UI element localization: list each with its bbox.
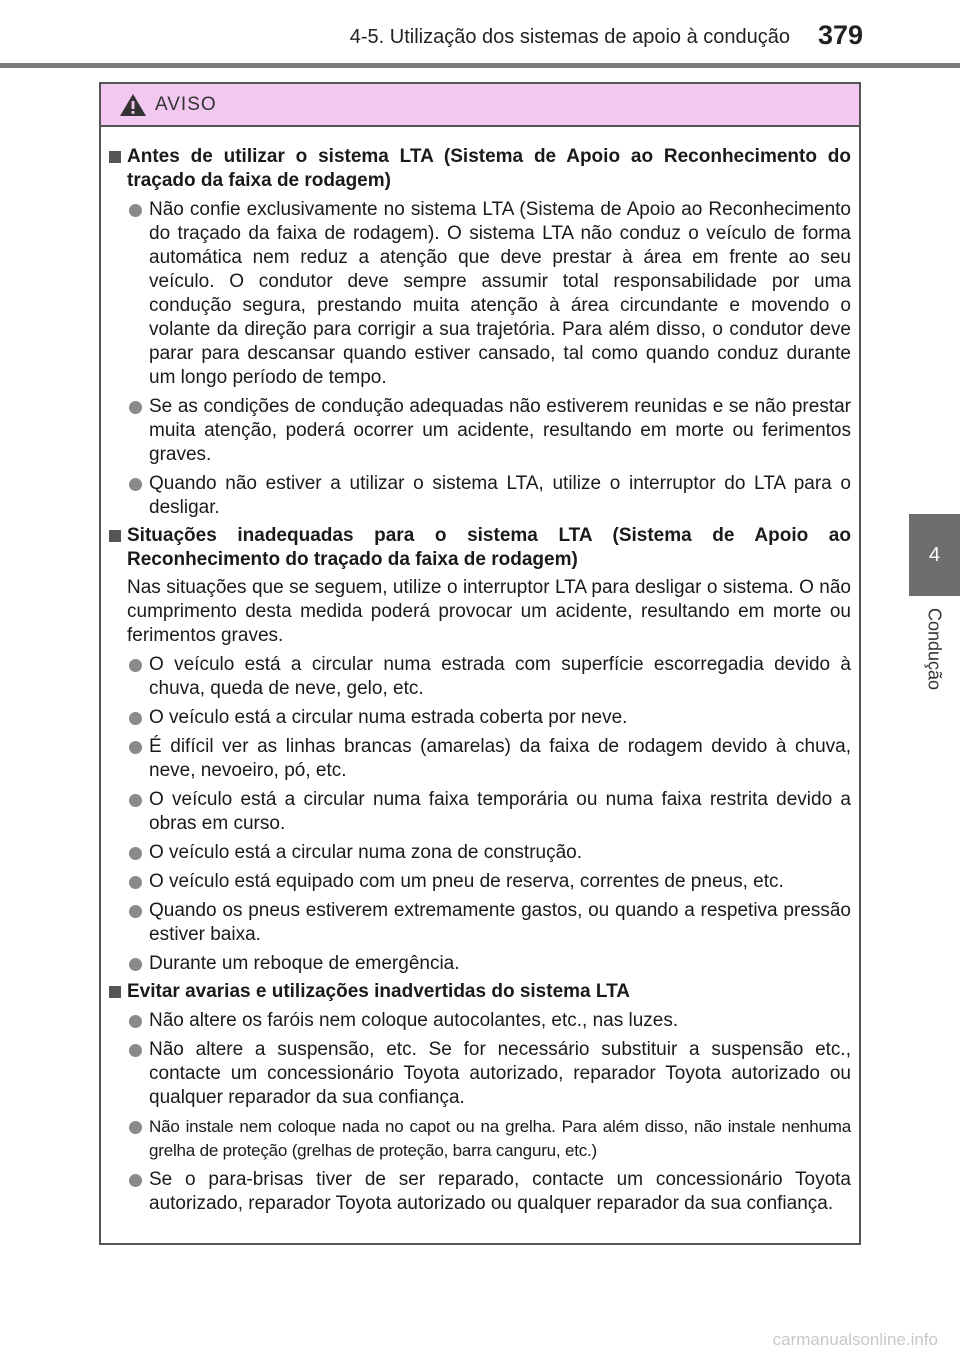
circle-bullet-icon [129, 905, 142, 918]
list-item [105, 1009, 851, 1033]
list-item [105, 788, 851, 836]
section-intro: Nas situações que se seguem, utilize o interruptor LTA para desligar o sistema. O não cumprimento desta medida poderá provocar um acidente, resultando em morte ou ferimentos graves. [127, 577, 851, 646]
list-item [105, 899, 851, 947]
circle-bullet-icon [129, 1044, 142, 1057]
section-heading [105, 524, 851, 572]
warning-section [105, 145, 851, 520]
warning-triangle-icon [119, 93, 147, 117]
header-rule [0, 63, 960, 68]
section-heading [105, 145, 851, 193]
warning-box [99, 82, 861, 1245]
list-item [105, 198, 851, 390]
circle-bullet-icon [129, 478, 142, 491]
list-item-text: Quando não estiver a utilizar o sistema LTA, utilize o interruptor do LTA para o desligar. [149, 473, 851, 518]
list-item-text: Não confie exclusivamente no sistema LTA (Sistema de Apoio ao Reconhecimento do traçado da faixa de rodagem). O sistema LTA não conduz o veículo de forma automática nem reduz a atenção que deve prestar à área em frente ao seu veículo. O condutor deve sempre assumir total responsabilidade por uma condução segura, prestando muita atenção à área circundante e movendo o volante da direção para corrigir a sua trajetória. Para além disso, o condutor deve parar para descansar quando estiver cansado, tal como quando conduz durante um longo período de tempo. [149, 199, 851, 388]
circle-bullet-icon [129, 204, 142, 217]
list-item-text: O veículo está a circular numa faixa temporária ou numa faixa restrita devido a obras em curso. [149, 789, 851, 834]
list-item [105, 870, 851, 894]
list-item-text: Quando os pneus estiverem extremamente gastos, ou quando a respetiva pressão estiver baixa. [149, 900, 851, 945]
list-item [105, 653, 851, 701]
square-bullet-icon [109, 986, 121, 998]
list-item-text: O veículo está a circular numa estrada com superfície escorregadia devido à chuva, queda de neve, gelo, etc. [149, 654, 851, 699]
circle-bullet-icon [129, 401, 142, 414]
list-item-text: O veículo está a circular numa zona de construção. [149, 842, 583, 863]
circle-bullet-icon [129, 794, 142, 807]
circle-bullet-icon [129, 741, 142, 754]
list-item-text: Se as condições de condução adequadas não estiverem reunidas e se não prestar muita atenção, poderá ocorrer um acidente, resultando em morte ou ferimentos graves. [149, 396, 851, 465]
list-item [105, 1115, 851, 1163]
chapter-tab-label: Condução [924, 608, 945, 691]
list-item-text: Não altere os faróis nem coloque autocolantes, etc., nas luzes. [149, 1010, 679, 1031]
warning-body [101, 127, 859, 1216]
square-bullet-icon [109, 530, 121, 542]
warning-label: AVISO [155, 93, 217, 115]
list-item-text: Durante um reboque de emergência. [149, 953, 460, 974]
list-item [105, 841, 851, 865]
list-item-text: O veículo está a circular numa estrada coberta por neve. [149, 707, 628, 728]
circle-bullet-icon [129, 847, 142, 860]
circle-bullet-icon [129, 659, 142, 672]
section-heading-text: Evitar avarias e utilizações inadvertidas do sistema LTA [127, 981, 630, 1002]
list-item-text: Não altere a suspensão, etc. Se for necessário substituir a suspensão etc., contacte um concessionário Toyota autorizado, reparador Toyota autorizado ou qualquer reparador da sua confiança. [149, 1039, 851, 1108]
list-item [105, 952, 851, 976]
warning-section [105, 524, 851, 976]
circle-bullet-icon [129, 712, 142, 725]
list-item-text: Se o para-brisas tiver de ser reparado, contacte um concessionário Toyota autorizado, reparador Toyota autorizado ou qualquer reparador da sua confiança. [149, 1169, 851, 1214]
section-heading [105, 980, 851, 1004]
list-item [105, 1038, 851, 1110]
list-item [105, 1168, 851, 1216]
list-item-text: O veículo está equipado com um pneu de reserva, correntes de pneus, etc. [149, 871, 784, 892]
circle-bullet-icon [129, 876, 142, 889]
list-item-text: É difícil ver as linhas brancas (amarelas) da faixa de rodagem devido à chuva, neve, nevoeiro, pó, etc. [149, 736, 851, 781]
square-bullet-icon [109, 151, 121, 163]
list-item [105, 706, 851, 730]
chapter-tab[interactable]: 4 [909, 514, 960, 596]
circle-bullet-icon [129, 1015, 142, 1028]
circle-bullet-icon [129, 1174, 142, 1187]
list-item-text: Não instale nem coloque nada no capot ou na grelha. Para além disso, não instale nenhuma grelha de proteção (grelhas de proteção, barra canguru, etc.) [149, 1117, 851, 1160]
warning-section [105, 980, 851, 1216]
section-heading-text: Situações inadequadas para o sistema LTA (Sistema de Apoio ao Reconhecimento do traçado da faixa de rodagem) [127, 525, 851, 570]
chapter-title: 4-5. Utilização dos sistemas de apoio à condução [349, 26, 790, 48]
section-heading-text: Antes de utilizar o sistema LTA (Sistema de Apoio ao Reconhecimento do traçado da faixa de rodagem) [127, 146, 851, 191]
warning-header [101, 84, 859, 127]
circle-bullet-icon [129, 958, 142, 971]
watermark: carmanualsonline.info [772, 1330, 938, 1349]
page-number: 379 [818, 20, 864, 50]
list-item [105, 472, 851, 520]
list-item [105, 735, 851, 783]
circle-bullet-icon [129, 1121, 142, 1134]
list-item [105, 395, 851, 467]
